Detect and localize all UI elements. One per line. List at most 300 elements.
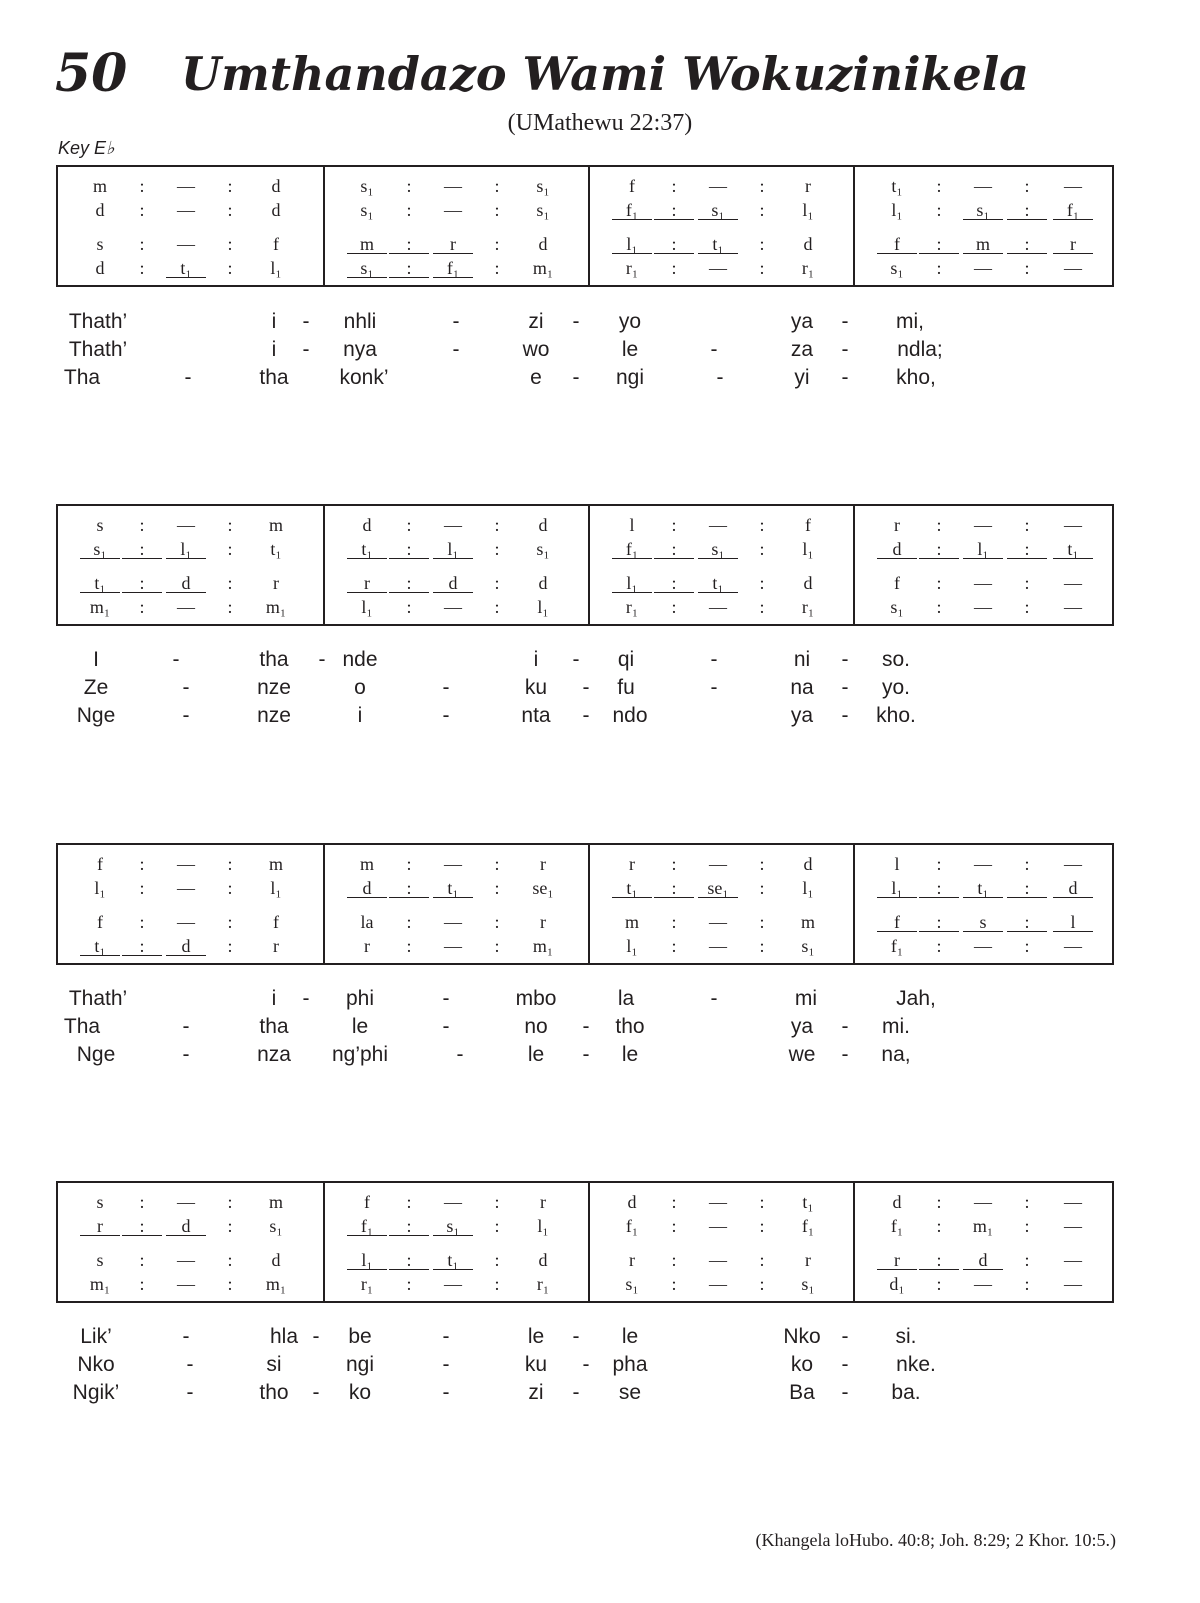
lyric-syllable: ko [790, 1353, 814, 1376]
sol-fa-note: — [709, 1192, 727, 1212]
sol-fa-note: : [139, 1250, 145, 1270]
syllable-hyphen: - [172, 648, 180, 671]
measure [588, 167, 856, 285]
sol-fa-note: : [1007, 199, 1047, 220]
voice-row [325, 1191, 591, 1213]
lyric-line [60, 674, 1120, 702]
lyric-line [60, 308, 1120, 336]
sol-fa-note: d [538, 234, 548, 254]
sol-fa-note: : [671, 1250, 677, 1270]
sol-fa-note: d [95, 200, 105, 220]
lyric-syllable: nze [257, 704, 291, 727]
sol-fa-note: l₁ [166, 538, 206, 559]
sol-fa-note: : [227, 854, 233, 874]
sol-fa-note: — [974, 515, 992, 535]
sol-fa-note: m [359, 854, 374, 874]
sol-fa-note: t₁ [270, 539, 282, 559]
voice-row [325, 514, 591, 536]
measure [323, 167, 591, 285]
sol-fa-note: — [1064, 1192, 1082, 1212]
voice-row [325, 257, 591, 279]
sol-fa-note: s₁ [698, 538, 738, 559]
hymn-title: Umthandazo Wami Wokuzinikela [181, 47, 1029, 101]
sol-fa-note: d₁ [889, 1274, 905, 1294]
sol-fa-note: s₁ [890, 258, 904, 278]
sol-fa-note: l₁ [877, 877, 917, 898]
syllable-hyphen: - [716, 366, 724, 389]
sol-fa-note: : [406, 176, 412, 196]
sol-fa-note: r [877, 1249, 917, 1270]
sol-fa-note: l₁ [802, 878, 814, 898]
sol-fa-note: m [347, 233, 387, 254]
sol-fa-note: s₁ [963, 199, 1003, 220]
sol-fa-note: l₁ [270, 878, 282, 898]
sol-fa-note: f₁ [347, 1215, 387, 1236]
sol-fa-note: : [227, 936, 233, 956]
lyric-syllable: zi [528, 310, 544, 333]
sol-fa-note: r [1053, 233, 1093, 254]
sol-fa-note: — [177, 1250, 195, 1270]
lyric-line [60, 646, 1120, 674]
lyric-syllable: tho [615, 1015, 645, 1038]
sol-fa-note: d [166, 572, 206, 593]
sol-fa-note: m₁ [265, 1274, 287, 1294]
voice-row [325, 199, 591, 221]
sol-fa-note: f₁ [890, 1216, 904, 1236]
lyric-syllable: nze [257, 676, 291, 699]
syllable-hyphen: - [582, 1043, 590, 1066]
lyric-syllable: mi [794, 987, 818, 1010]
sol-fa-note: s₁ [625, 1274, 639, 1294]
measure [58, 1183, 324, 1301]
lyric-syllable: no [524, 1015, 548, 1038]
sol-fa-note: : [139, 234, 145, 254]
voice-row [855, 853, 1121, 875]
sol-fa-note: : [919, 233, 959, 254]
sol-fa-note: : [139, 515, 145, 535]
sol-fa-note: : [1024, 1192, 1030, 1212]
syllable-hyphen: - [302, 310, 310, 333]
sol-fa-note: : [759, 1250, 765, 1270]
voice-row [855, 233, 1121, 255]
sol-fa-note: l₁ [270, 258, 282, 278]
lyric-syllable: i [357, 704, 363, 727]
sol-fa-note: : [227, 597, 233, 617]
sol-fa-note: : [139, 878, 145, 898]
score-system [56, 165, 1114, 287]
sol-fa-note: r [347, 572, 387, 593]
sol-fa-note: : [227, 912, 233, 932]
syllable-hyphen: - [182, 1043, 190, 1066]
syllable-hyphen: - [452, 338, 460, 361]
sol-fa-note: : [1024, 1274, 1030, 1294]
sol-fa-note: : [406, 200, 412, 220]
sol-fa-note: s₁ [890, 597, 904, 617]
sol-fa-note: : [227, 573, 233, 593]
voice-row [325, 1215, 591, 1237]
sol-fa-note: — [974, 258, 992, 278]
key-signature: Key E♭ [58, 138, 115, 158]
syllable-hyphen: - [582, 1353, 590, 1376]
sol-fa-note: se₁ [698, 877, 738, 898]
lyric-syllable: zi [528, 1381, 544, 1404]
sol-fa-note: : [227, 234, 233, 254]
voice-row [855, 257, 1121, 279]
sol-fa-note: : [406, 597, 412, 617]
syllable-hyphen: - [318, 648, 326, 671]
syllable-hyphen: - [841, 648, 849, 671]
scripture-reference: (UMathewu 22:37) [507, 110, 693, 136]
sol-fa-note: : [671, 597, 677, 617]
sol-fa-note: : [919, 1249, 959, 1270]
sol-fa-note: : [671, 258, 677, 278]
sol-fa-note: t₁ [80, 572, 120, 593]
sol-fa-note: d [538, 1250, 548, 1270]
sol-fa-note: t₁ [802, 1192, 814, 1212]
measure [58, 167, 324, 285]
sol-fa-note: : [936, 573, 942, 593]
sol-fa-note: r [540, 912, 546, 932]
syllable-hyphen: - [456, 1043, 464, 1066]
sol-fa-note: f₁ [1053, 199, 1093, 220]
voice-row [590, 1249, 856, 1271]
score-system [56, 843, 1114, 965]
sol-fa-note: — [709, 176, 727, 196]
sol-fa-note: t₁ [698, 233, 738, 254]
voice-row [590, 877, 856, 899]
lyric-syllable: kho. [876, 704, 916, 727]
syllable-hyphen: - [442, 1353, 450, 1376]
sol-fa-note: — [444, 936, 462, 956]
syllable-hyphen: - [841, 366, 849, 389]
syllable-hyphen: - [442, 676, 450, 699]
lyric-syllable: Ngik’ [72, 1381, 120, 1404]
sol-fa-note: : [759, 854, 765, 874]
sol-fa-note: m₁ [89, 1274, 111, 1294]
sol-fa-note: s₁ [801, 936, 815, 956]
sol-fa-note: — [1064, 1274, 1082, 1294]
voice-row [58, 538, 324, 560]
sol-fa-note: l₁ [537, 597, 549, 617]
sol-fa-note: d [271, 1250, 281, 1270]
sol-fa-note: : [494, 1250, 500, 1270]
sol-fa-note: : [759, 1274, 765, 1294]
syllable-hyphen: - [710, 338, 718, 361]
voice-row [58, 233, 324, 255]
sol-fa-note: m [268, 854, 283, 874]
sol-fa-note: m [268, 515, 283, 535]
voice-row [325, 233, 591, 255]
sol-fa-note: m₁ [265, 597, 287, 617]
sol-fa-note: r [805, 176, 811, 196]
lyric-syllable: tho [259, 1381, 289, 1404]
voice-row [58, 1273, 324, 1295]
voice-row [58, 1249, 324, 1271]
syllable-hyphen: - [572, 366, 580, 389]
sol-fa-note: : [1024, 515, 1030, 535]
sol-fa-note: : [759, 912, 765, 932]
sol-fa-note: : [654, 572, 694, 593]
sol-fa-note: : [406, 936, 412, 956]
sol-fa-note: : [1024, 573, 1030, 593]
sol-fa-note: : [139, 200, 145, 220]
sol-fa-note: d [892, 1192, 902, 1212]
sol-fa-note: : [654, 877, 694, 898]
sol-fa-note: f₁ [612, 199, 652, 220]
lyric-syllable: ya [790, 310, 814, 333]
sol-fa-note: d [271, 176, 281, 196]
lyric-line [60, 1323, 1120, 1351]
voice-row [325, 1273, 591, 1295]
sol-fa-note: : [936, 936, 942, 956]
cross-reference-footnote: (Khangela loHubo. 40:8; Joh. 8:29; 2 Khor. 10:5.) [755, 1530, 1116, 1550]
lyric-syllable: le [527, 1325, 545, 1348]
sol-fa-note: : [671, 936, 677, 956]
sol-fa-note: : [122, 935, 162, 956]
sol-fa-note: t₁ [347, 538, 387, 559]
voice-row [58, 853, 324, 875]
sol-fa-note: t₁ [433, 877, 473, 898]
sol-fa-note: m [92, 176, 107, 196]
sol-fa-note: r₁ [536, 1274, 550, 1294]
sol-fa-note: s₁ [698, 199, 738, 220]
sol-fa-note: f [877, 911, 917, 932]
voice-row [325, 935, 591, 957]
sol-fa-note: : [227, 1274, 233, 1294]
sol-fa-note: m₁ [89, 597, 111, 617]
lyric-syllable: si. [895, 1325, 917, 1348]
sol-fa-note: — [177, 912, 195, 932]
sol-fa-note: s₁ [80, 538, 120, 559]
sol-fa-note: d [271, 200, 281, 220]
lyric-syllable: mi. [882, 1015, 910, 1038]
lyric-syllable: fu [617, 676, 635, 699]
sol-fa-note: : [494, 258, 500, 278]
sol-fa-note: — [974, 1274, 992, 1294]
syllable-hyphen: - [182, 1325, 190, 1348]
sol-fa-note: : [1007, 233, 1047, 254]
sol-fa-note: — [1064, 1250, 1082, 1270]
lyric-line [60, 985, 1120, 1013]
sol-fa-note: : [227, 1216, 233, 1236]
lyric-syllable: Thath’ [68, 987, 128, 1010]
lyrics-block [60, 646, 1120, 730]
sol-fa-note: d [538, 573, 548, 593]
lyric-syllable: i [271, 987, 277, 1010]
sol-fa-note: d [877, 538, 917, 559]
voice-row [58, 175, 324, 197]
sol-fa-note: m [268, 1192, 283, 1212]
voice-row [855, 596, 1121, 618]
sol-fa-note: f₁ [625, 1216, 639, 1236]
sol-fa-note: : [389, 572, 429, 593]
voice-row [590, 596, 856, 618]
voice-row [58, 199, 324, 221]
lyric-line [60, 336, 1120, 364]
lyric-syllable: i [271, 338, 277, 361]
lyric-syllable: we [788, 1043, 816, 1066]
score-system [56, 1181, 1114, 1303]
sol-fa-note: : [494, 200, 500, 220]
sol-fa-note: : [139, 912, 145, 932]
sol-fa-note: — [444, 854, 462, 874]
sol-fa-note: : [1007, 538, 1047, 559]
syllable-hyphen: - [841, 704, 849, 727]
lyric-syllable: wo [522, 338, 550, 361]
lyric-syllable: Nko [77, 1353, 115, 1376]
sol-fa-note: r [273, 573, 279, 593]
sol-fa-note: f₁ [890, 936, 904, 956]
lyric-syllable: Tha [63, 1015, 101, 1038]
sol-fa-note: : [671, 854, 677, 874]
voice-row [590, 935, 856, 957]
lyric-syllable: i [271, 310, 277, 333]
sol-fa-note: m [624, 912, 639, 932]
syllable-hyphen: - [572, 648, 580, 671]
sol-fa-note: : [1024, 1250, 1030, 1270]
sol-fa-note: : [919, 911, 959, 932]
sol-fa-note: s [96, 1250, 104, 1270]
sol-fa-note: : [494, 1192, 500, 1212]
sol-fa-note: : [227, 878, 233, 898]
sol-fa-note: — [444, 515, 462, 535]
lyric-syllable: na [790, 676, 814, 699]
lyric-syllable: tha [259, 366, 289, 389]
voice-row [855, 1273, 1121, 1295]
lyric-syllable: nza [257, 1043, 291, 1066]
sol-fa-note: : [389, 1215, 429, 1236]
sol-fa-note: r [273, 936, 279, 956]
sol-fa-note: : [759, 515, 765, 535]
sol-fa-note: r₁ [801, 258, 815, 278]
sol-fa-note: f [97, 912, 103, 932]
voice-row [855, 572, 1121, 594]
syllable-hyphen: - [186, 1381, 194, 1404]
voice-row [855, 514, 1121, 536]
sol-fa-note: f [364, 1192, 370, 1212]
lyric-syllable: yo. [881, 676, 911, 699]
sol-fa-note: : [671, 1274, 677, 1294]
sol-fa-note: d [963, 1249, 1003, 1270]
sol-fa-note: : [1024, 258, 1030, 278]
sol-fa-note: : [936, 176, 942, 196]
sol-fa-note: : [227, 1192, 233, 1212]
sol-fa-note: — [1064, 258, 1082, 278]
sol-fa-note: : [227, 1250, 233, 1270]
sol-fa-note: s₁ [360, 176, 374, 196]
sol-fa-note: m [963, 233, 1003, 254]
sol-fa-note: f [877, 233, 917, 254]
sol-fa-note: : [759, 200, 765, 220]
measure [853, 1183, 1121, 1301]
voice-row [855, 935, 1121, 957]
sol-fa-note: r [80, 1215, 120, 1236]
sol-fa-note: r₁ [625, 597, 639, 617]
sol-fa-note: l₁ [802, 539, 814, 559]
sol-fa-note: : [406, 854, 412, 874]
syllable-hyphen: - [442, 1325, 450, 1348]
sol-fa-note: s₁ [433, 1215, 473, 1236]
syllable-hyphen: - [841, 1043, 849, 1066]
voice-row [590, 572, 856, 594]
sol-fa-note: — [709, 1250, 727, 1270]
sol-fa-note: d [166, 1215, 206, 1236]
sol-fa-note: — [974, 1192, 992, 1212]
sol-fa-note: : [936, 515, 942, 535]
lyric-syllable: ku [524, 1353, 548, 1376]
sol-fa-note: d [166, 935, 206, 956]
lyric-syllable: qi [617, 648, 635, 671]
sol-fa-note: : [139, 1274, 145, 1294]
voice-row [58, 1191, 324, 1213]
lyric-syllable: nya [343, 338, 377, 361]
voice-row [855, 1249, 1121, 1271]
sol-fa-note: : [227, 515, 233, 535]
lyric-syllable: nhli [343, 310, 377, 333]
lyric-syllable: le [527, 1043, 545, 1066]
sol-fa-note: s₁ [536, 539, 550, 559]
sol-fa-note: r [894, 515, 900, 535]
lyric-syllable: ya [790, 1015, 814, 1038]
hymn-number: 50 [55, 43, 128, 104]
sol-fa-note: s [963, 911, 1003, 932]
sol-fa-note: l [629, 515, 635, 535]
measure [853, 506, 1121, 624]
lyric-syllable: nde [342, 648, 378, 671]
sol-fa-note: m₁ [532, 258, 554, 278]
sol-fa-note: s [96, 515, 104, 535]
sol-fa-note: d [803, 854, 813, 874]
sol-fa-note: d [803, 234, 813, 254]
sol-fa-note: s₁ [347, 257, 387, 278]
sol-fa-note: : [759, 597, 765, 617]
voice-row [855, 1215, 1121, 1237]
sol-fa-note: : [227, 539, 233, 559]
sol-fa-note: : [494, 515, 500, 535]
voice-row [590, 1273, 856, 1295]
sol-fa-note: t₁ [698, 572, 738, 593]
sol-fa-note: : [494, 936, 500, 956]
lyric-syllable: i [533, 648, 539, 671]
sol-fa-note: : [1024, 1216, 1030, 1236]
lyric-syllable: ndla; [897, 338, 943, 361]
sol-fa-note: : [139, 1192, 145, 1212]
sol-fa-note: — [709, 1216, 727, 1236]
sol-fa-note: : [936, 1192, 942, 1212]
lyric-syllable: le [621, 1043, 639, 1066]
lyric-syllable: ba. [891, 1381, 921, 1404]
sol-fa-note: — [444, 1274, 462, 1294]
sol-fa-note: t₁ [433, 1249, 473, 1270]
measure [323, 506, 591, 624]
lyrics-block [60, 308, 1120, 392]
sol-fa-note: : [936, 597, 942, 617]
lyric-syllable: ni [793, 648, 811, 671]
syllable-hyphen: - [710, 648, 718, 671]
sol-fa-note: — [974, 176, 992, 196]
sol-fa-note: t₁ [612, 877, 652, 898]
lyric-syllable: le [621, 1325, 639, 1348]
sol-fa-note: : [494, 1216, 500, 1236]
lyrics-block [60, 1323, 1120, 1407]
lyric-syllable: ndo [612, 704, 648, 727]
sol-fa-note: — [974, 854, 992, 874]
sol-fa-note: : [494, 854, 500, 874]
sol-fa-note: la [360, 912, 374, 932]
sol-fa-note: : [389, 877, 429, 898]
sol-fa-note: — [709, 515, 727, 535]
sol-fa-note: : [494, 878, 500, 898]
